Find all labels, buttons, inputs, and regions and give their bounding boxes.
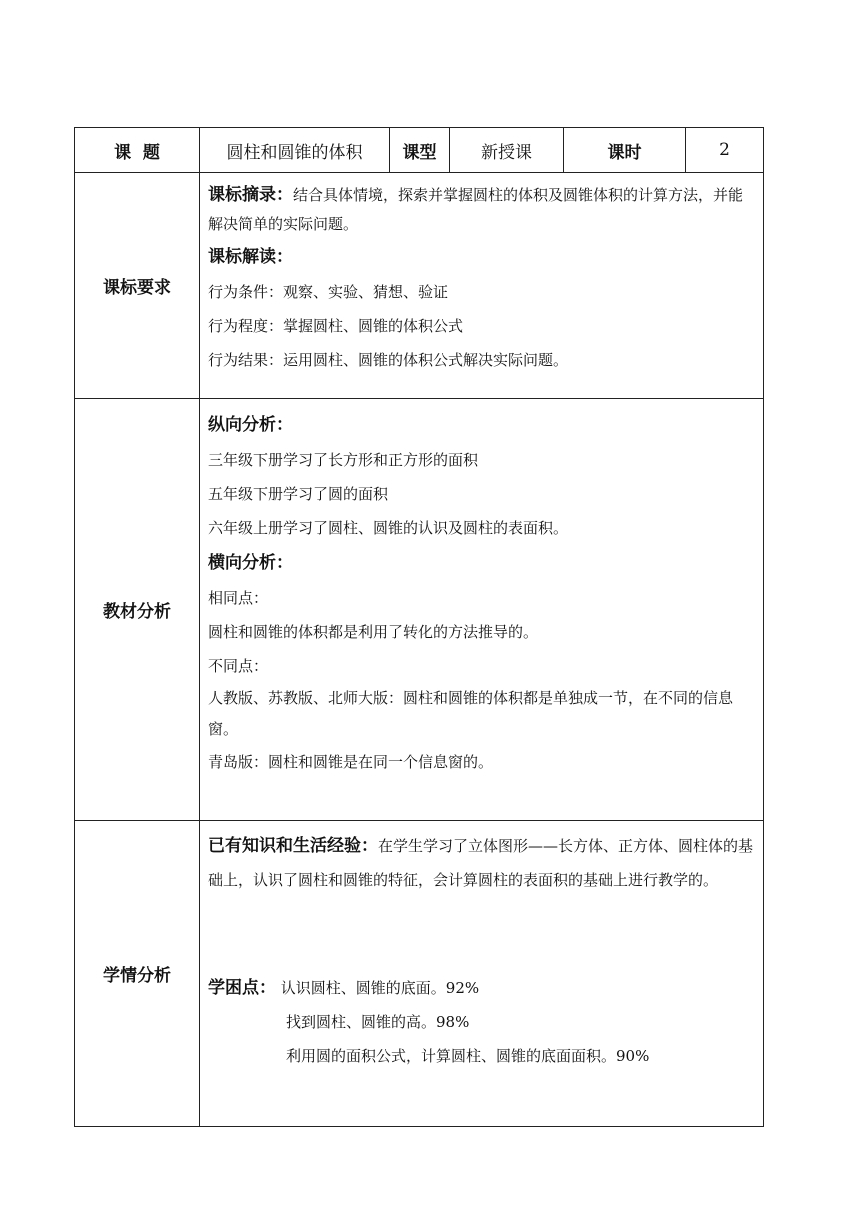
difficulty-line-2: 找到圆柱、圆锥的高。98%: [286, 1013, 470, 1031]
qingdao-text: 青岛版：圆柱和圆锥是在同一个信息窗的。: [208, 753, 494, 771]
same-points-text: 圆柱和圆锥的体积都是利用了转化的方法推导的。: [208, 623, 539, 641]
difficulty-line-3: 利用圆的面积公式，计算圆柱、圆锥的底面面积。90%: [286, 1047, 650, 1065]
textbook-row: [75, 399, 764, 821]
class-hours-value: 2: [686, 128, 764, 173]
difficulty-line-1: [208, 971, 755, 1005]
lesson-type-label: 课型: [390, 128, 450, 173]
excerpt-heading: 课标摘录：: [208, 185, 293, 205]
topic-value: 圆柱和圆锥的体积: [200, 128, 390, 173]
prior-knowledge: [208, 829, 755, 897]
difficulty-text-1: 认识圆柱、圆锥的底面。92%: [280, 979, 480, 997]
diff-points-label: 不同点：: [208, 657, 269, 675]
same-points-label: 相同点：: [208, 589, 269, 607]
vertical-line-2: 五年级下册学习了圆的面积: [208, 485, 389, 503]
lesson-type-value: 新授课: [450, 128, 564, 173]
excerpt-text: 结合具体情境，探索并掌握圆柱的体积及圆锥体积的计算方法，并能解决简单的实际问题。: [208, 186, 744, 233]
textbook-content: [200, 399, 764, 821]
prior-knowledge-text: 在学生学习了立体图形——长方体、正方体、圆柱体的基础上，认识了圆柱和圆锥的特征，会计算圆柱的表面积的基础上进行教学的。: [208, 837, 754, 889]
horizontal-analysis-heading: 横向分析：: [208, 553, 293, 573]
interpretation-heading: 课标解读：: [208, 247, 293, 267]
vertical-analysis-heading: 纵向分析：: [208, 415, 293, 435]
header-row: [75, 128, 764, 173]
curriculum-row: [75, 173, 764, 399]
lesson-plan-table: [74, 127, 764, 1127]
textbook-label: 教材分析: [75, 399, 200, 821]
curriculum-excerpt: [208, 181, 755, 239]
behavior-condition: 行为条件：观察、实验、猜想、验证: [208, 283, 449, 301]
behavior-degree: 行为程度：掌握圆柱、圆锥的体积公式: [208, 317, 464, 335]
prior-knowledge-heading: 已有知识和生活经验：: [208, 836, 378, 856]
learning-label: 学情分析: [75, 821, 200, 1127]
learning-row: [75, 821, 764, 1127]
curriculum-label: 课标要求: [75, 173, 200, 399]
topic-label: 课 题: [75, 128, 200, 173]
learning-content: [200, 821, 764, 1127]
class-hours-label: 课时: [564, 128, 686, 173]
vertical-line-3: 六年级上册学习了圆柱、圆锥的认识及圆柱的表面积。: [208, 519, 569, 537]
behavior-result: 行为结果：运用圆柱、圆锥的体积公式解决实际问题。: [208, 351, 569, 369]
vertical-line-1: 三年级下册学习了长方形和正方形的面积: [208, 451, 479, 469]
diff-points-text: 人教版、苏教版、北师大版：圆柱和圆锥的体积都是单独成一节，在不同的信息窗。: [208, 689, 734, 738]
difficulty-heading: 学困点：: [208, 978, 276, 998]
curriculum-content: [200, 173, 764, 399]
